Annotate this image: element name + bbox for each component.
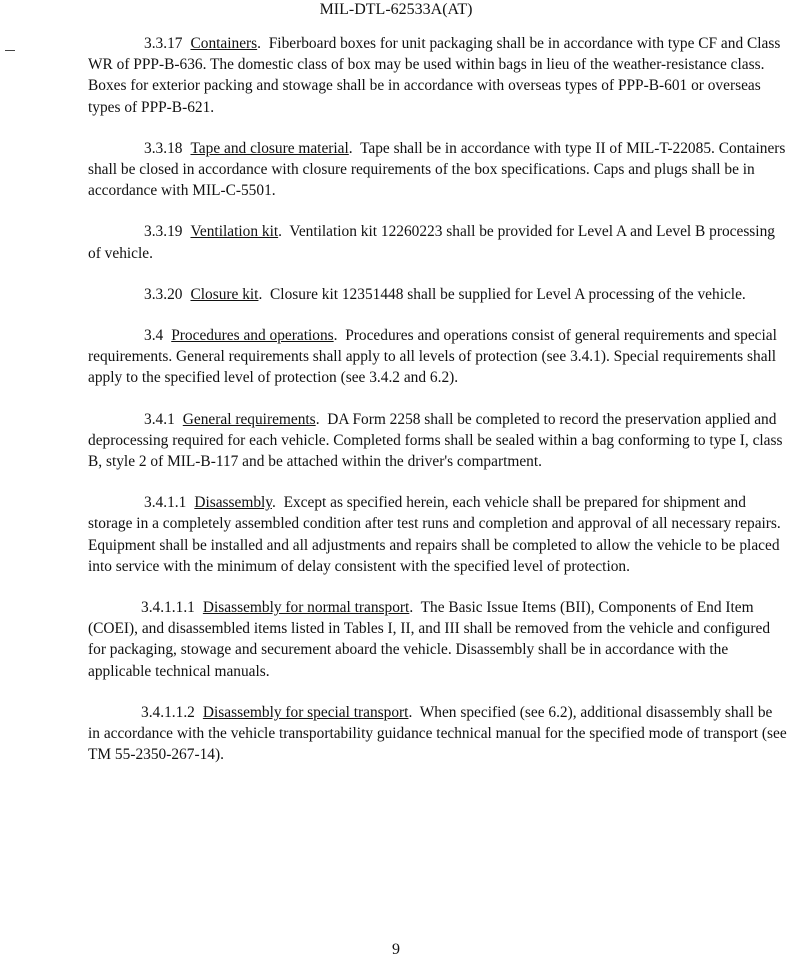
heading-punctuation: . [278, 223, 282, 241]
paragraph-number: 3.3.18 [144, 139, 183, 157]
paragraph-body: The Basic Issue Items (BII), Components of End Item (COEI), and disassembled items listed in Tables I, II, and III shall be removed from the vehicle and configured for packaging, stowage and securement aboard the vehicle. Disassembly shall be in accordance with the applicable technical manuals. [88, 599, 771, 680]
heading-punctuation: . [272, 494, 276, 512]
paragraph-heading: Tape and closure material [190, 139, 349, 157]
heading-punctuation: . [408, 703, 413, 721]
paragraph-heading: Disassembly for normal transport [202, 599, 410, 617]
paragraph-3-4-1-1-2 [88, 702, 788, 766]
heading-punctuation: . [315, 410, 320, 428]
paragraph-3-3-19 [88, 221, 788, 263]
paragraph-3-4-1 [88, 409, 788, 473]
paragraph-body: Except as specified herein, each vehicle shall be prepared for shipment and storage in a completely assembled condition after test runs and completion and approval of all necessary repairs. Equipment shall be installed and all adjustments and repairs shall be completed to allow the vehicle to be placed into service with the minimum of delay consistent with the specified level of protection. [88, 494, 781, 575]
paragraph-body: Closure kit 12351448 shall be supplied for Level A processing of the vehicle. [270, 285, 746, 303]
paragraph-heading: Disassembly [194, 494, 272, 512]
paragraph-3-4-1-1-1 [88, 597, 788, 682]
paragraph-body: Ventilation kit 12260223 shall be provided for Level A and Level B processing of vehicle. [88, 223, 775, 262]
heading-punctuation: . [348, 139, 353, 157]
heading-punctuation: . [258, 285, 263, 303]
paragraph-number: 3.4 [144, 327, 164, 345]
paragraph-3-4-1-1 [88, 492, 788, 577]
heading-punctuation: . [333, 327, 338, 345]
paragraph-body: Procedures and operations consist of general requirements and special requirements. General requirements shall apply to all levels of protection (see 3.4.1). Special requirements shall apply to the specified level of protection (see 3.4.2 and 6.2). [88, 327, 777, 387]
paragraph-3-3-17 [88, 33, 788, 118]
document-body [88, 33, 788, 765]
paragraph-number: 3.4.1.1.1 [141, 599, 195, 617]
paragraph-3-3-20 [88, 284, 788, 305]
paragraph-body: Tape shall be in accordance with type II of MIL-T-22085. Containers shall be closed in accordance with closure requirements of the box specifications. Caps and plugs shall be in accordance with MIL-C-5501. [88, 139, 786, 200]
paragraph-body: When specified (see 6.2), additional disassembly shall be in accordance with the vehicle transportability guidance technical manual for the specified mode of transport (see TM 55-2350-267-14). [88, 703, 787, 764]
heading-punctuation: . [257, 35, 262, 52]
paragraph-heading: Closure kit [190, 285, 259, 303]
margin-mark [5, 50, 15, 51]
paragraph-number: 3.4.1.1.2 [141, 703, 195, 721]
paragraph-heading: General requirements [182, 410, 316, 428]
paragraph-number: 3.3.20 [144, 285, 183, 303]
paragraph-number: 3.4.1 [144, 410, 175, 428]
paragraph-heading: Ventilation kit [190, 223, 279, 241]
document-id-header: MIL-DTL-62533A(AT) [319, 1, 473, 18]
paragraph-3-3-18 [88, 138, 788, 202]
paragraph-number: 3.4.1.1 [144, 494, 187, 512]
paragraph-body: Fiberboard boxes for unit packaging shall be in accordance with type CF and Class WR of PPP-B-636. The domestic class of box may be used within bags in lieu of the weather-resistance class. Boxes for exterior packing and stowage shall be in accordance with overseas types of PPP-B-601 or overseas types of PPP-B-621. [88, 35, 781, 116]
paragraph-number: 3.3.17 [144, 35, 183, 52]
paragraph-body: DA Form 2258 shall be completed to record the preservation applied and deprocessing required for each vehicle. Completed forms shall be sealed within a bag conforming to type I, class B, style 2 of MIL-B-117 and be attached within the driver's compartment. [88, 410, 783, 471]
heading-punctuation: . [409, 599, 414, 617]
paragraph-heading: Disassembly for special transport [202, 703, 409, 721]
paragraph-3-4 [88, 325, 788, 389]
paragraph-heading: Containers [190, 35, 258, 52]
paragraph-heading: Procedures and operations [171, 327, 334, 345]
page-number: 9 [392, 941, 400, 958]
paragraph-number: 3.3.19 [144, 223, 183, 241]
